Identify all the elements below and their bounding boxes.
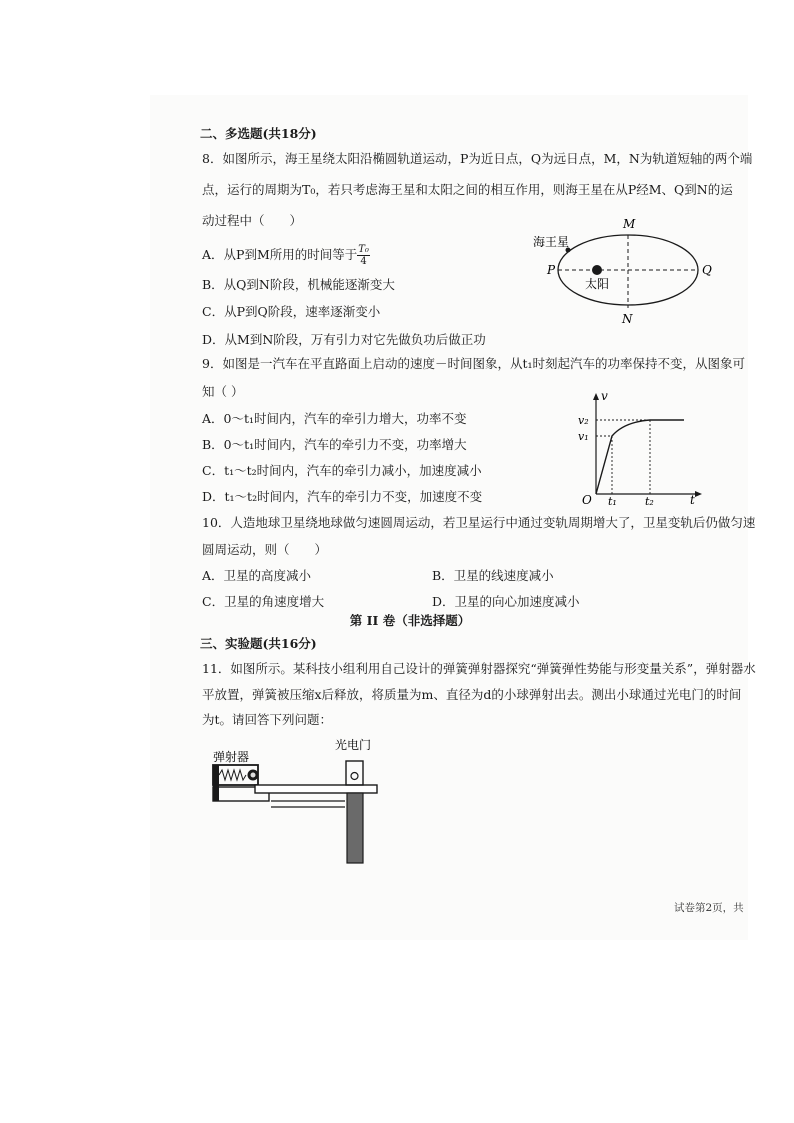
label-p: P (547, 263, 556, 277)
q8-option-c: C．从P到Q阶段，速率逐渐变小 (202, 304, 381, 319)
section-title-multiple-choice: 二、多选题(共18分) (200, 126, 317, 141)
q8-option-a-text: A．从P到M所用的时间等于 (202, 247, 358, 262)
label-t2: t₂ (645, 495, 654, 508)
part-two-title: 第 II 卷（非选择题） (349, 613, 471, 628)
q9-line-2: 知（ ） (202, 384, 244, 399)
q10-option-a: A．卫星的高度减小 (202, 568, 312, 583)
label-sun: 太阳 (585, 277, 610, 291)
label-v1: v₁ (578, 430, 589, 443)
q8-option-d: D．从M到N阶段，万有引力对它先做负功后做正功 (202, 332, 486, 347)
q10-option-c: C．卫星的角速度增大 (202, 594, 325, 609)
q8-line-3: 动过程中（ ） (202, 213, 303, 228)
label-v: v (601, 390, 608, 403)
q9-option-d: D．t₁～t₂时间内，汽车的牵引力不变，加速度不变 (202, 489, 483, 504)
t-axis-arrow (695, 491, 702, 497)
q8-fraction-numerator: T₀ (358, 244, 369, 255)
q9-option-c: C．t₁～t₂时间内，汽车的牵引力减小，加速度减小 (202, 463, 482, 478)
table-leg (347, 793, 363, 863)
q8-line-2: 点，运行的周期为T₀，若只考虑海王星和太阳之间的相互作用，则海王星在从P经M、Q到N的运 (202, 182, 733, 197)
q9-option-a: A．0～t₁时间内，汽车的牵引力增大，功率不变 (202, 411, 467, 426)
label-m: M (623, 217, 636, 231)
label-origin: O (582, 493, 592, 507)
launcher-figure (205, 735, 385, 867)
label-n: N (622, 312, 633, 326)
section-title-experiment: 三、实验题(共16分) (200, 636, 317, 651)
label-photogate: 光电门 (335, 738, 372, 752)
q8-fraction-denominator: 4 (360, 256, 367, 267)
photogate-sensor (351, 773, 358, 780)
label-neptune: 海王星 (533, 235, 570, 249)
label-t: t (690, 493, 695, 507)
q8-line-1: 8．如图所示，海王星绕太阳沿椭圆轨道运动，P为近日点，Q为远日点，M，N为轨道短轴的两个端 (202, 151, 753, 166)
orbit-figure (525, 210, 725, 330)
velocity-curve (596, 420, 684, 494)
v-axis-arrow (593, 393, 599, 400)
spring (219, 770, 246, 780)
q10-option-d: D．卫星的向心加速度减小 (432, 594, 580, 609)
table-top (255, 785, 377, 793)
page-footer: 试卷第2页，共 (674, 902, 744, 914)
label-v2: v₂ (578, 414, 589, 427)
q11-line-1: 11．如图所示。某科技小组利用自己设计的弹簧弹射器探究“弹簧弹性势能与形变量关系”，弹射器水 (202, 661, 756, 676)
q9-option-b: B．0～t₁时间内，汽车的牵引力不变，功率增大 (202, 437, 467, 452)
q11-line-2: 平放置，弹簧被压缩x后释放，将质量为m、直径为d的小球弹射出去。测出小球通过光电门的时间 (202, 687, 742, 702)
sun-dot (592, 265, 602, 275)
ball-highlight (251, 773, 256, 778)
label-launcher: 弹射器 (213, 750, 250, 764)
velocity-time-graph (572, 390, 712, 508)
q8-option-a-fraction (357, 244, 370, 267)
label-t1: t₁ (608, 495, 617, 508)
launcher-back-wall (213, 765, 219, 801)
q8-option-b: B．从Q到N阶段，机械能逐渐变大 (202, 277, 395, 292)
q10-option-b: B．卫星的线速度减小 (432, 568, 554, 583)
q10-line-2: 圆周运动，则（ ） (202, 542, 328, 557)
label-q: Q (702, 263, 712, 277)
q9-line-1: 9．如图是一汽车在平直路面上启动的速度－时间图象，从t₁时刻起汽车的功率保持不变，从图象可 (202, 356, 745, 371)
q8-option-a (202, 244, 370, 267)
q10-line-1: 10．人造地球卫星绕地球做匀速圆周运动，若卫星运行中通过变轨周期增大了，卫星变轨后仍做匀速 (202, 515, 756, 530)
q11-line-3: 为t。请回答下列问题： (202, 712, 333, 727)
